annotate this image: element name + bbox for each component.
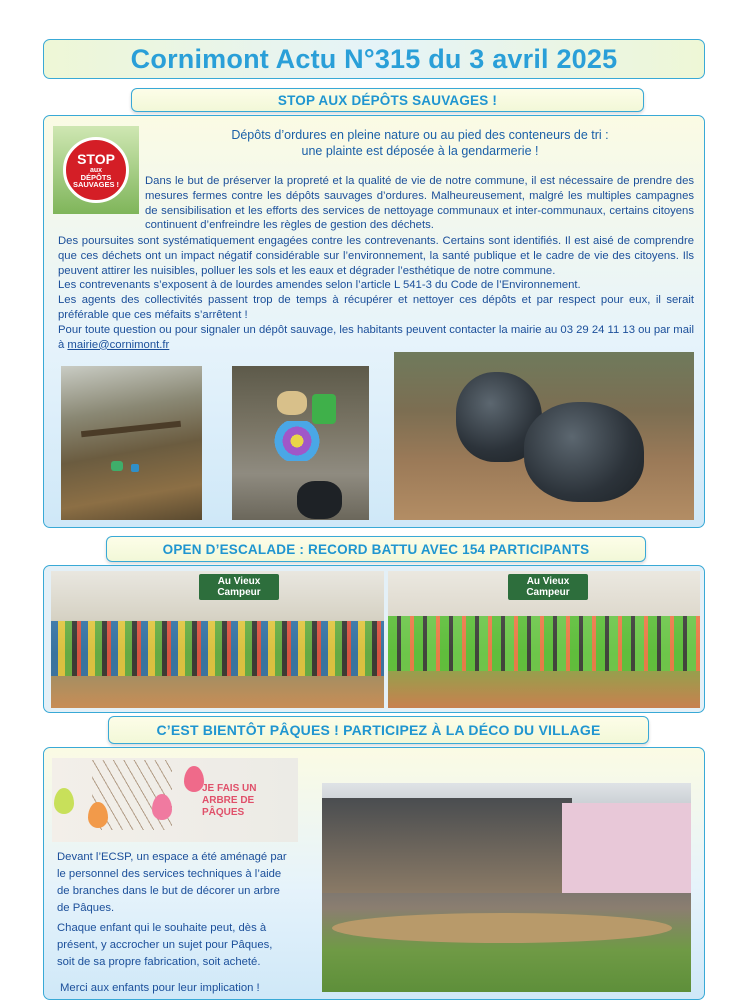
egg-icon [152, 794, 172, 820]
depots-paragraph-4: Les agents des collectivités passent trop de temps à récupérer et nettoyer ces dépôts et par respect pour eux, il serait préférable que ces méfaits s’arrêtent ! [58, 294, 694, 321]
photo-forest-dump [61, 366, 202, 520]
branch-area [332, 913, 672, 943]
section-heading-paques: C’EST BIENTÔT PÂQUES ! PARTICIPEZ À LA DÉCO DU VILLAGE [108, 716, 649, 744]
depots-paragraph-5 [58, 323, 694, 353]
sign-line2: Campeur [217, 587, 261, 598]
section-heading-escalade: OPEN D’ESCALADE : RECORD BATTU AVEC 154 PARTICIPANTS [106, 536, 646, 562]
depots-paragraph-3: Les contrevenants s’exposent à de lourdes amendes selon l’article L 541-3 du Code de l’Environnement. [58, 279, 581, 292]
sign-line1: Au Vieux [526, 576, 570, 587]
photo-ecsp-building [322, 783, 691, 992]
garbage-bag-2 [524, 402, 644, 502]
newsletter-title: Cornimont Actu N°315 du 3 avril 2025 [130, 43, 618, 74]
stop-sign-icon [63, 137, 129, 203]
photo-litter-ground [232, 366, 369, 520]
photo-climbers-group-2 [388, 571, 700, 708]
contact-text: Pour toute question ou pour signaler un dépôt sauvage, les habitants peuvent contacter la mairie au 03 29 24 11 13 ou par mail à [58, 323, 694, 351]
photo-garbage-bags [394, 352, 694, 520]
egg-icon [54, 788, 74, 814]
crowd-group-1 [51, 621, 384, 676]
section-heading-depots: STOP AUX DÉPÔTS SAUVAGES ! [131, 88, 644, 112]
paques-paragraph-3: Merci aux enfants pour leur implication ! [60, 982, 260, 994]
subheading-line2: une plainte est déposée à la gendarmerie ! [301, 144, 539, 158]
newsletter-title-box [43, 39, 705, 79]
paques-paragraph-2: Chaque enfant qui le souhaite peut, dès à présent, y accrocher un sujet pour Pâques, soit de sa propre fabrication, soit acheté. [57, 922, 273, 968]
egg-icon [88, 802, 108, 828]
easter-banner-text: JE FAIS UN ARBRE DE PÂQUES [202, 783, 257, 818]
building-facade [322, 798, 572, 893]
mairie-email-link[interactable]: mairie@cornimont.fr [67, 338, 170, 351]
photo-climbers-group-1 [51, 571, 384, 708]
pink-building [562, 803, 691, 893]
sign-line1: Au Vieux [217, 576, 261, 587]
badge-line3: DÉPÔTS [80, 172, 112, 182]
depots-paragraph-1: Dans le but de préserver la propreté et la qualité de vie de notre commune, il est nécessaire de prendre des mesures fermes contre les dépôts sauvages d’ordures. Malheureusement, malgré les multiples campagnes de sensibilisation et les efforts des services de nettoyage communaux et inter-communaux, certains citoyens continuent d’enfreindre les règles de gestion des déchets. [145, 175, 694, 232]
sign-au-vieux-campeur-1 [199, 574, 279, 600]
subheading-line1: Dépôts d’ordures en pleine nature ou au pied des conteneurs de tri : [231, 128, 609, 142]
badge-line2: aux [89, 166, 103, 174]
egg-icon [184, 766, 204, 792]
sign-line2: Campeur [526, 587, 570, 598]
depots-subheading [150, 127, 690, 159]
badge-line4: SAUVAGES ! [72, 180, 120, 189]
crowd-group-2 [388, 616, 700, 671]
badge-line1: STOP [77, 150, 115, 167]
depots-paragraphs [58, 234, 694, 352]
stop-depots-badge [53, 126, 139, 214]
sign-au-vieux-campeur-2 [508, 574, 588, 600]
depots-paragraph-2: Des poursuites sont systématiquement engagées contre les contrevenants. Certains sont identifiés. Il est aisé de comprendre que ces déchets ont un impact négatif considérable sur l’environnement, la santé publique et le cadre de vie des citoyens. Ils peuvent attirer les nuisibles, polluer les sols et les eaux et dégrader l’esthétique de notre commune. [58, 235, 694, 277]
paques-paragraph-1: Devant l’ECSP, un espace a été aménagé par le personnel des services techniques à l’aide de branches dans le but de décorer un arbre de Pâques. [57, 851, 287, 914]
